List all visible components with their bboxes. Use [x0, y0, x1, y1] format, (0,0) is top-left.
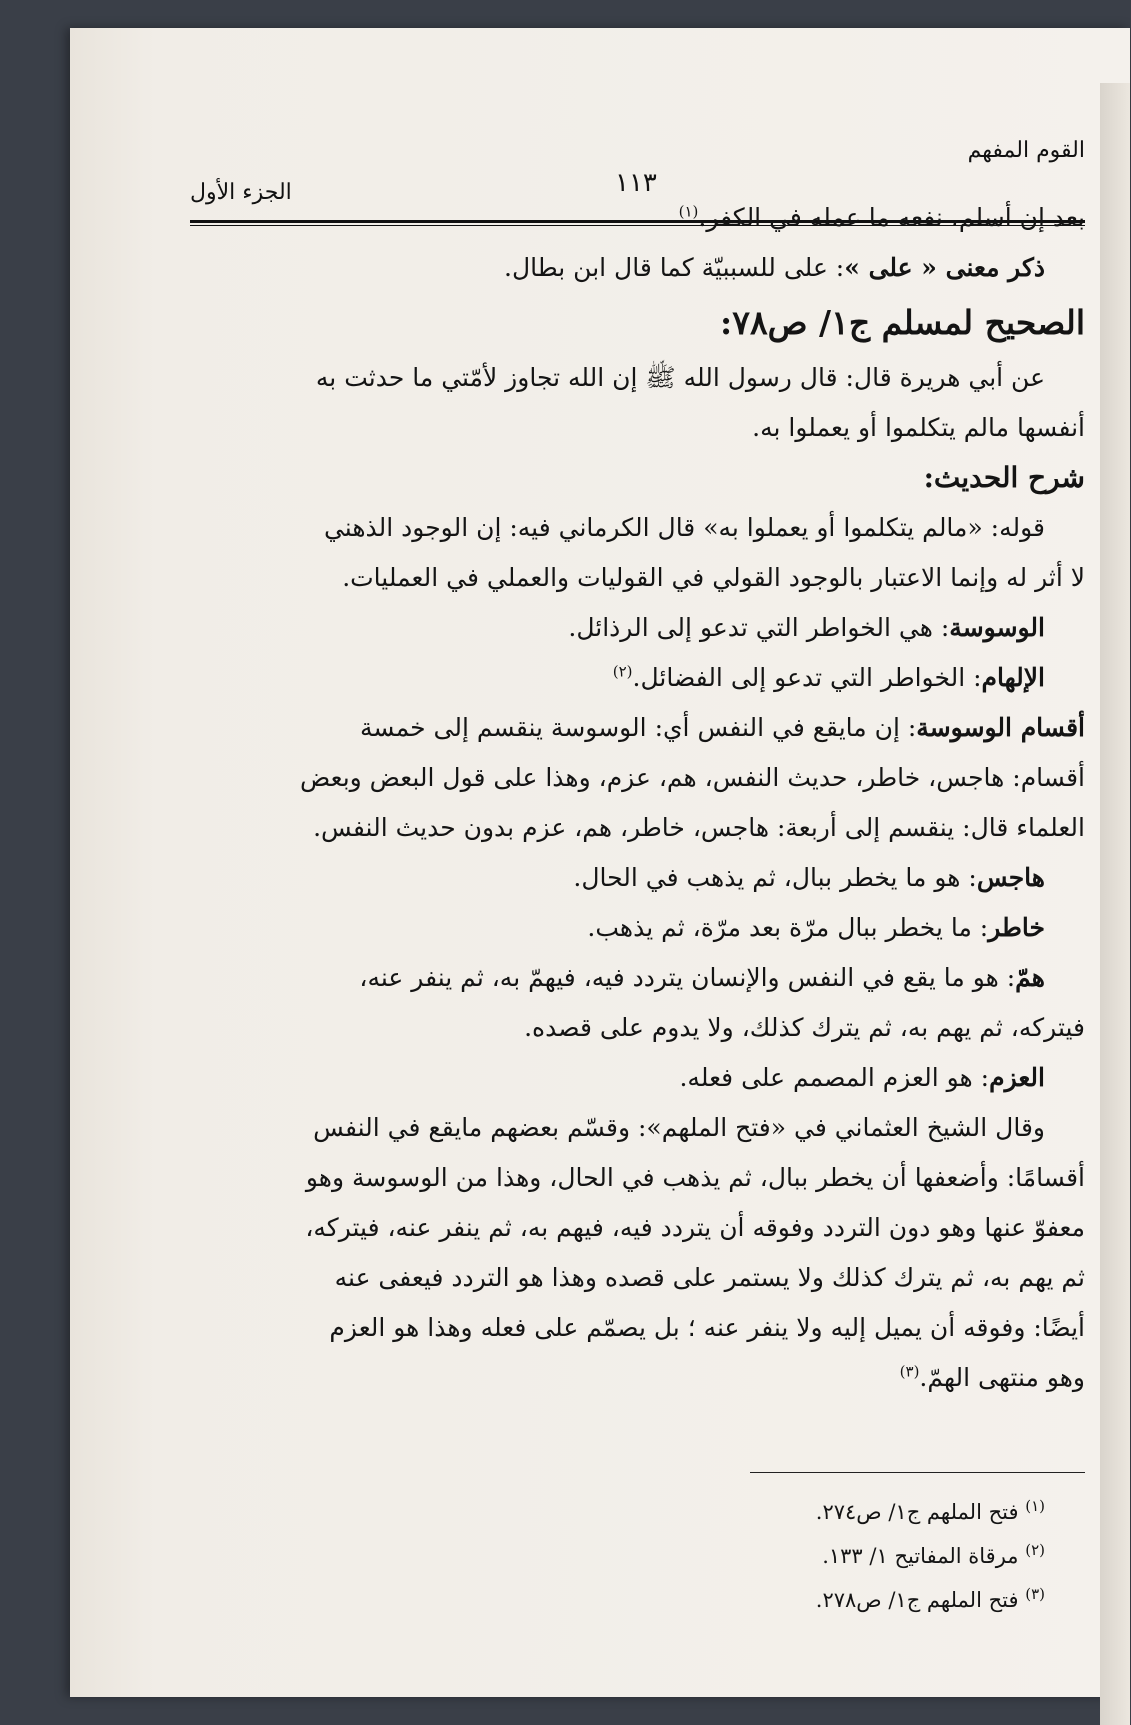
page-number: ١١٣ — [615, 168, 657, 198]
footnote: $^{(٣)}$ فتح الملهم ج١/ ص٢٧٨. — [815, 1585, 1045, 1612]
term-label: أقسام الوسوسة — [916, 713, 1085, 742]
footnote: $^{(١)}$ فتح الملهم ج١/ ص٢٧٤. — [815, 1497, 1045, 1524]
main-text — [185, 193, 1085, 1403]
hadith-line: أنفسها مالم يتكلموا أو يعملوا به. — [752, 413, 1085, 442]
definition-line: خاطر: ما يخطر ببال مرّة بعد مرّة، ثم يذهب. — [587, 913, 1045, 942]
term-label: العزم — [989, 1063, 1045, 1092]
footnote-rule — [750, 1472, 1085, 1473]
hadith-line: عن أبي هريرة قال: قال رسول الله ﷺ إن الله تجاوز لأمّتي ما حدثت به — [315, 363, 1045, 392]
term-label: الإلهام — [981, 663, 1045, 692]
part-label: الجزء الأول — [190, 180, 292, 205]
text-line: لا أثر له وإنما الاعتبار بالوجود القولي في القوليات والعملي في العمليات. — [342, 563, 1085, 592]
term-label: ذكر معنى « على » — [844, 253, 1045, 282]
text-line: بعد إن أسلم، نفعه ما عمله في الكفر.$^{(١)}$ — [678, 202, 1085, 232]
section-heading: الصحيح لمسلم ج١/ ص٧٨: — [720, 303, 1085, 342]
footnote-mark: (٢) — [1025, 1541, 1045, 1559]
footnote-ref: (٢) — [612, 662, 633, 681]
footnotes — [185, 1490, 1085, 1622]
definition-line: الوسوسة: هي الخواطر التي تدعو إلى الرذائل. — [568, 613, 1045, 642]
term-label: همّ — [1015, 963, 1045, 992]
text-line: أقسامًا: وأضعفها أن يخطر ببال، ثم يذهب في الحال، وهذا من الوسوسة وهو — [305, 1163, 1085, 1192]
sharh-heading: شرح الحديث: — [923, 461, 1085, 494]
definition-line: العزم: هو العزم المصمم على فعله. — [679, 1063, 1045, 1092]
text-line: وهو منتهى الهمّ.$^{(٣)}$ — [899, 1362, 1085, 1392]
definition-line: الإلهام: الخواطر التي تدعو إلى الفضائل.$^{(٢)}$ — [612, 662, 1045, 692]
definition-line: هاجس: هو ما يخطر ببال، ثم يذهب في الحال. — [573, 863, 1045, 892]
footnote: $^{(٢)}$ مرقاة المفاتيح ١/ ١٣٣. — [822, 1541, 1045, 1568]
term-label: الوسوسة — [949, 613, 1045, 642]
text-line: قوله: «مالم يتكلموا أو يعملوا به» قال الكرماني فيه: إن الوجود الذهني — [323, 513, 1045, 542]
text-line: أقسام: هاجس، خاطر، حديث النفس، هم، عزم، وهذا على قول البعض وبعض — [300, 763, 1085, 792]
text-line: ثم يهم به، ثم يترك كذلك ولا يستمر على قصده وهذا هو التردد فيعفى عنه — [334, 1263, 1085, 1292]
term-label: هاجس — [976, 863, 1045, 892]
footnote-mark: (٣) — [1025, 1585, 1045, 1603]
footnote-ref: (٣) — [899, 1362, 920, 1381]
adjacent-page-edge — [1100, 83, 1130, 1725]
text-line: أيضًا: وفوقه أن يميل إليه ولا ينفر عنه ؛ بل يصمّم على فعله وهذا هو العزم — [329, 1313, 1085, 1342]
book-page — [85, 38, 1085, 1697]
book-title: القوم المفهم — [967, 138, 1085, 163]
text-line: فيتركه، ثم يهم به، ثم يترك كذلك، ولا يدوم على قصده. — [524, 1013, 1085, 1042]
footnote-ref: (١) — [678, 202, 699, 221]
definition-line: همّ: هو ما يقع في النفس والإنسان يتردد فيه، فيهمّ به، ثم ينفر عنه، — [359, 963, 1045, 992]
footnote-mark: (١) — [1025, 1497, 1045, 1515]
text-line: وقال الشيخ العثماني في «فتح الملهم»: وقسّم بعضهم مايقع في النفس — [313, 1113, 1045, 1142]
running-head — [85, 98, 1085, 205]
text-line: معفوّ عنها وهو دون التردد وفوقه أن يتردد فيه، فيهم به، ثم ينفر عنه، فيتركه، — [305, 1213, 1085, 1242]
definition-line: أقسام الوسوسة: إن مايقع في النفس أي: الوسوسة ينقسم إلى خمسة — [359, 713, 1085, 742]
term-label: خاطر — [988, 913, 1045, 942]
text-line: ذكر معنى « على »: على للسببيّة كما قال ابن بطال. — [504, 253, 1045, 282]
text-line: العلماء قال: ينقسم إلى أربعة: هاجس، خاطر، هم، عزم بدون حديث النفس. — [313, 813, 1085, 842]
